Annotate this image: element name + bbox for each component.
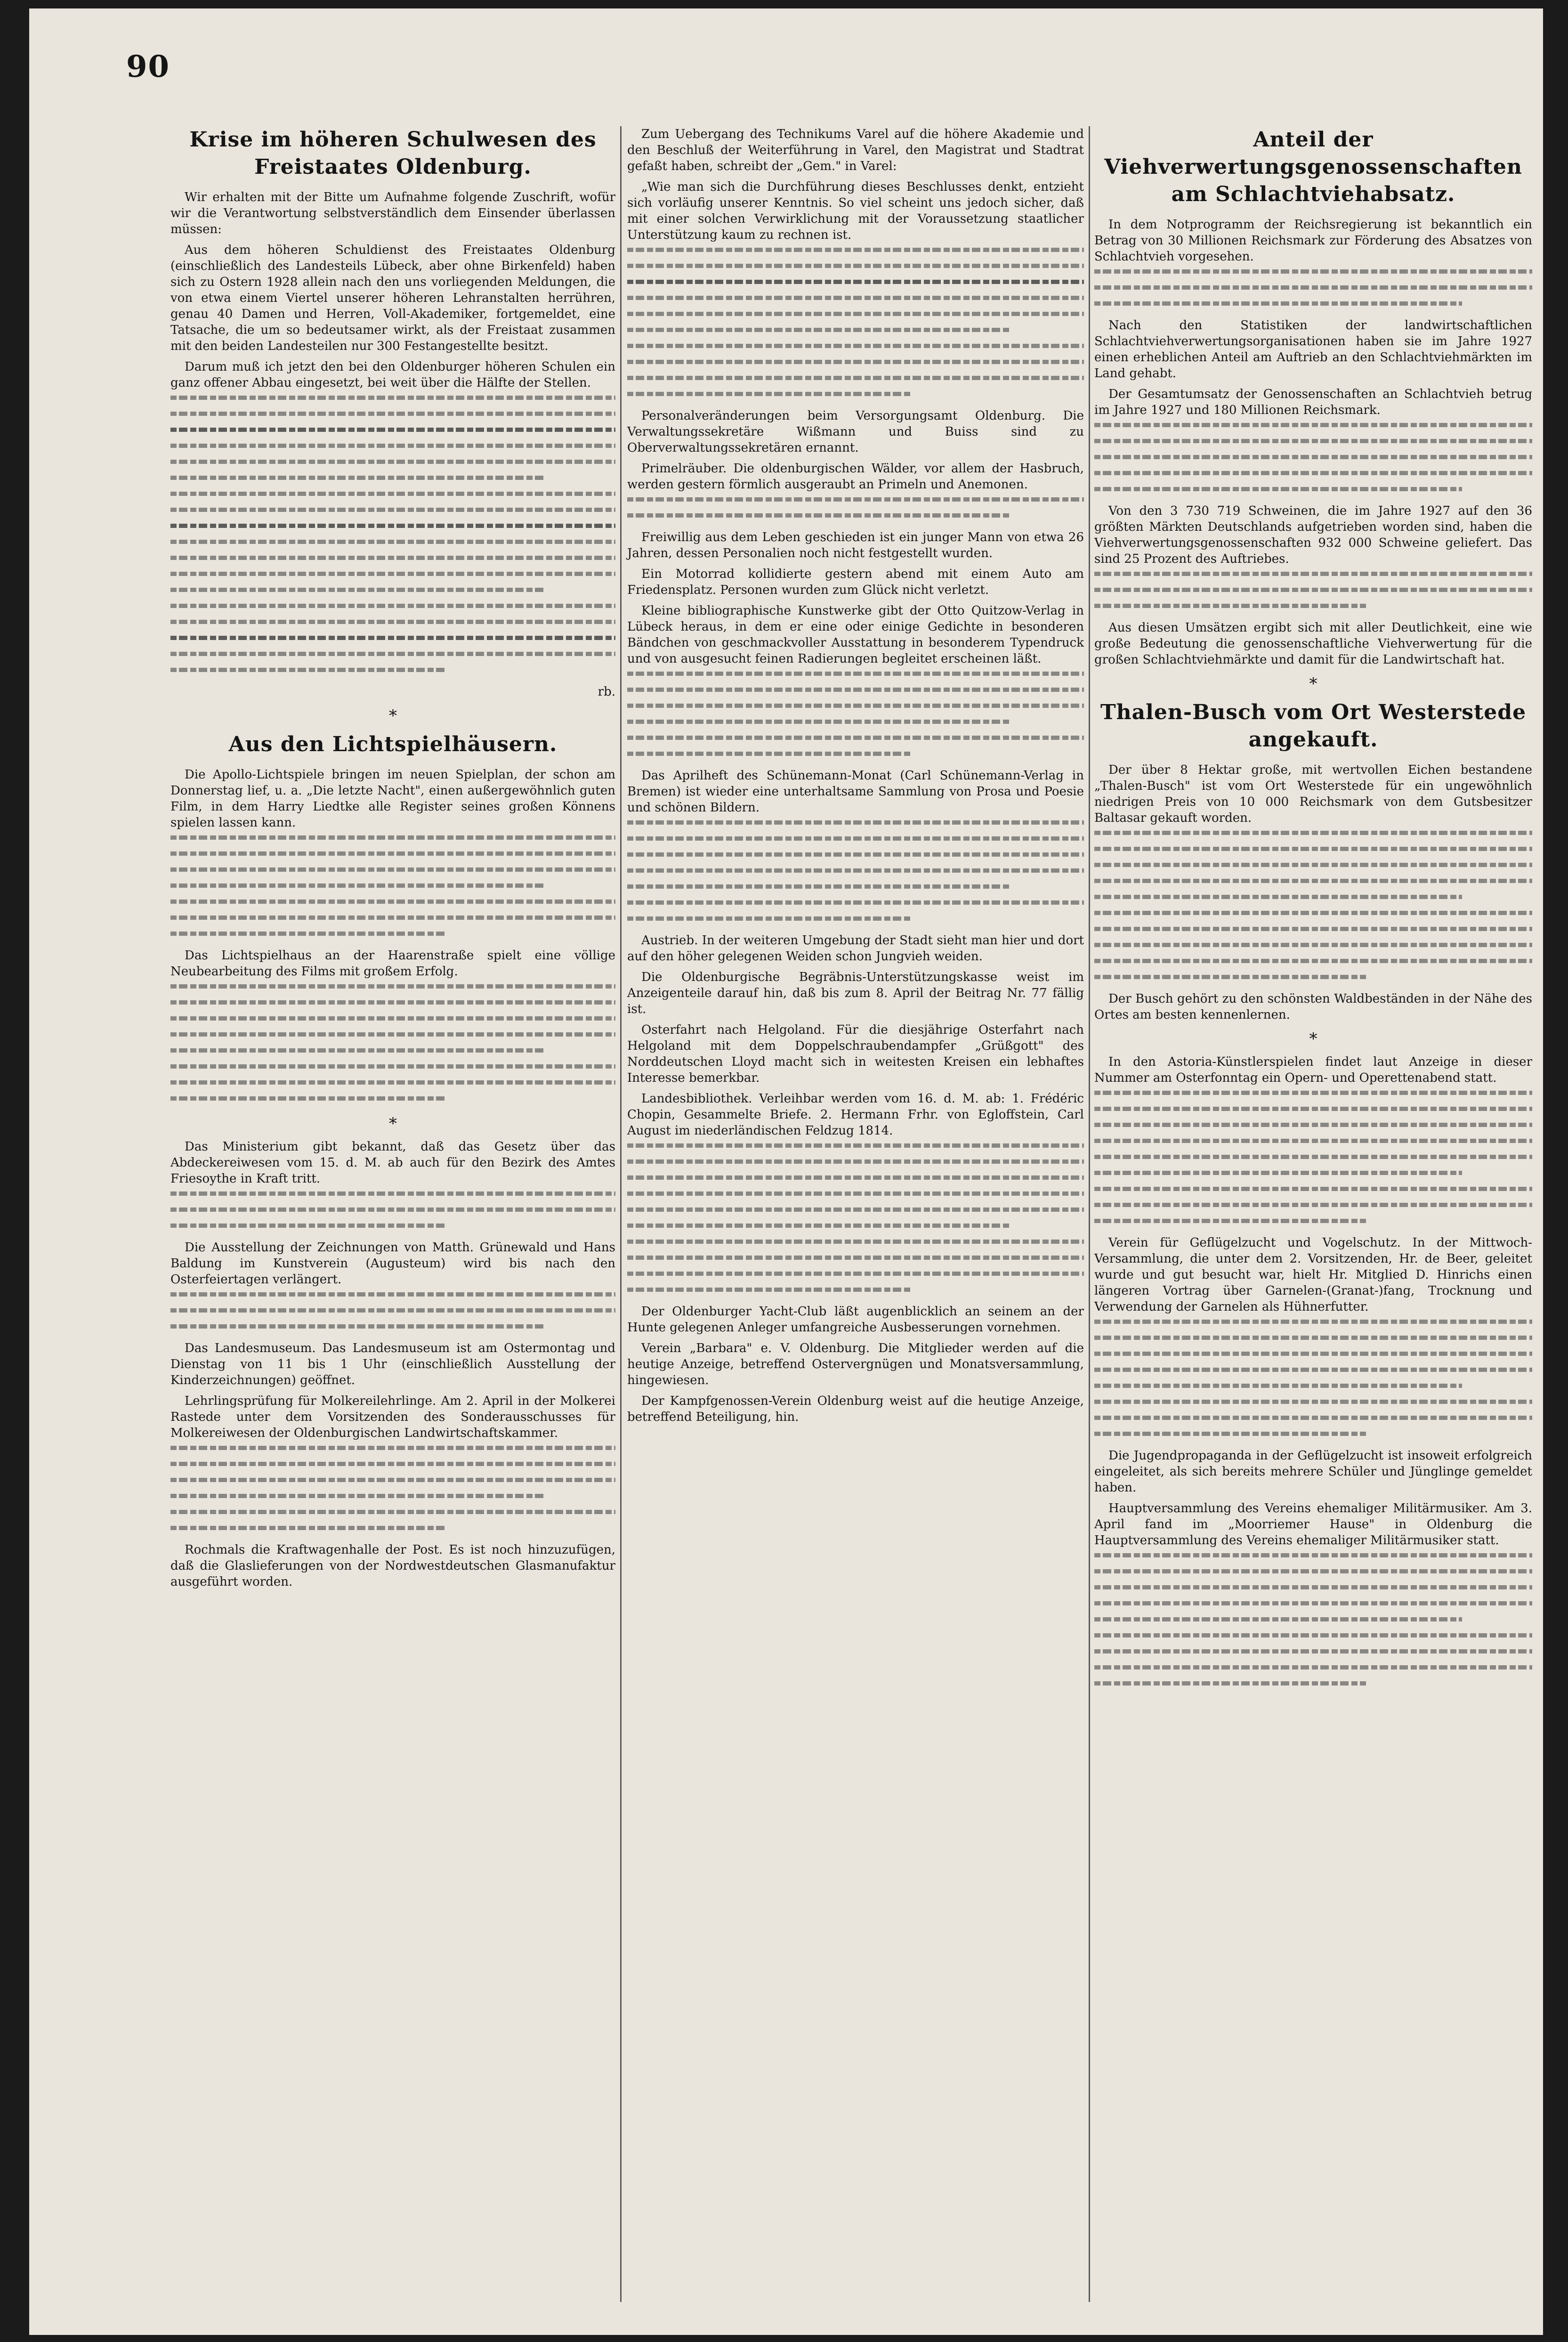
article-paragraph: Kleine bibliographische Kunstwerke gibt der Otto Quitzow-Verlag in Lübeck heraus, in dem er eine oder einige Gedichte in besonderen Bändchen von geschmackvoller Ausstattung in besonderem Typendruck und von ausgesucht feinen Radierungen begleitet erscheinen läßt. [627, 604, 1084, 666]
text-lines [170, 1446, 615, 1530]
column-2 [627, 126, 1084, 1430]
article-paragraph: Der Kampfgenossen-Verein Oldenburg weist auf die heutige Anzeige, betreffend Beteiligung, hin. [627, 1394, 1084, 1424]
article-paragraph: Die Oldenburgische Begräbnis-Unterstützungskasse weist im Anzeigenteile darauf hin, daß bis zum 8. April der Beitrag Nr. 77 fällig ist. [627, 970, 1084, 1016]
article-paragraph: „Wie man sich die Durchführung dieses Beschlusses denkt, entzieht sich vorläufig unserer Kenntnis. So viel scheint uns jedoch sicher, daß mit einer solchen Verwirklichung mit der Voraussetzung staatlicher Unterstützung kaum zu rechnen ist. [627, 180, 1084, 242]
text-lines [170, 984, 615, 1101]
article-paragraph: Austrieb. In der weiteren Umgebung der Stadt sieht man hier und dort auf den höher gelegenen Weiden schon Jungvieh weiden. [627, 933, 1084, 964]
page-number: 90 [126, 49, 170, 84]
article-paragraph: Die Apollo-Lichtspiele bringen im neuen Spielplan, der schon am Donnerstag lief, u. a. „Die letzte Nacht", einen außergewöhnlich guten Film, in dem Harry Liedtke alle Register seines großen Könnens spielen lassen kann. [170, 768, 615, 830]
article-paragraph: In dem Notprogramm der Reichsregierung ist bekanntlich ein Betrag von 30 Millionen Reichsmark zur Förderung des Absatzes von Schlachtvieh vorgesehen. [1094, 218, 1532, 264]
article-paragraph: Das Lichtspielhaus an der Haarenstraße spielt eine völlige Neubearbeitung des Films mit großem Erfolg. [170, 948, 615, 979]
article-paragraph: Personalveränderungen beim Versorgungsamt Oldenburg. Die Verwaltungssekretäre Wißmann und Buiss sind zu Oberverwaltungssekretären ernannt. [627, 409, 1084, 455]
article-headline: Krise im höheren Schulwesen des Freistaates Oldenburg. [189, 128, 597, 179]
text-lines [170, 396, 615, 672]
text-lines [627, 820, 1084, 921]
article-paragraph: Zum Uebergang des Technikums Varel auf die höhere Akademie und den Beschluß der Weiterführung in Varel, den Magistrat und Stadtrat gefaßt haben, schreibt der „Gem." in Varel: [627, 127, 1084, 173]
article-paragraph: Der Oldenburger Yacht-Club läßt augenblicklich an seinem an der Hunte gelegenen Anleger umfangreiche Ausbesserungen vornehmen. [627, 1305, 1084, 1335]
separator-asterisk: * [1309, 674, 1317, 693]
article-paragraph: Darum muß ich jetzt den bei den Oldenburger höheren Schulen ein ganz offener Abbau eingesetzt, bei weit über die Hälfte der Stellen. [170, 360, 615, 390]
article-paragraph: Ein Motorrad kollidierte gestern abend mit einem Auto am Friedensplatz. Personen wurden zum Glück nicht verletzt. [627, 567, 1084, 597]
column-divider [1089, 126, 1090, 2302]
article-paragraph: Landesbibliothek. Verleihbar werden vom 16. d. M. ab: 1. Frédéric Chopin, Gesammelte Briefe. 2. Hermann Frhr. von Egloffstein, Carl August im niederländischen Feldzug 1814. [627, 1092, 1084, 1138]
article-headline: Aus den Lichtspielhäusern. [228, 732, 558, 756]
article-paragraph: Nach den Statistiken der landwirtschaftlichen Schlachtviehverwertungsorganisationen haben sie im Jahre 1927 einen erheblichen Anteil am Auftrieb an den Schlachtviehmärkten im Land gehabt. [1094, 318, 1532, 381]
article-paragraph: Der Busch gehört zu den schönsten Waldbeständen in der Nähe des Ortes am besten kennenlernen. [1094, 992, 1532, 1022]
article-paragraph: Das Landesmuseum. Das Landesmuseum ist am Ostermontag und Dienstag von 11 bis 1 Uhr (einschließlich Ausstellung der Kinderzeichnungen) geöffnet. [170, 1341, 615, 1387]
text-lines [1094, 1091, 1532, 1223]
separator-asterisk: * [389, 706, 397, 725]
article-paragraph: Der Gesamtumsatz der Genossenschaften an Schlachtvieh betrug im Jahre 1927 und 180 Millionen Reichsmark. [1094, 387, 1532, 417]
article-headline: Anteil der Viehverwertungsgenossenschaften am Schlachtviehabsatz. [1104, 128, 1522, 206]
article-paragraph: Die Jugendpropaganda in der Geflügelzucht ist insoweit erfolgreich eingeleitet, als sich bereits mehrere Schüler und Jünglinge gemeldet haben. [1094, 1449, 1532, 1495]
text-lines [1094, 572, 1532, 608]
text-lines [627, 1143, 1084, 1292]
article-paragraph: Aus dem höheren Schuldienst des Freistaates Oldenburg (einschließlich des Landesteils Lübeck, aber ohne Birkenfeld) haben sich zu Ostern 1928 allein nach den uns vorliegenden Meldungen, die von etwa einem Viertel unserer höheren Lehranstalten herrühren, genau 40 Damen und Herren, Voll-Akademiker, fortgemeldet, eine Tatsache, die um so bedeutsamer wirkt, als der Freistaat zusammen mit den beiden Landesteilen nur 300 Festangestellte besitzt. [170, 243, 615, 353]
article-paragraph: Verein für Geflügelzucht und Vogelschutz. In der Mittwoch-Versammlung, die unter dem 2. Vorsitzenden, Hr. de Beer, geleitet wurde und gut besucht war, hielt Hr. Mitglied D. Hinrichs einen längeren Vortrag über Garnelen-(Granat-)fang, Trocknung und Verwendung der Garnelen als Hühnerfutter. [1094, 1236, 1532, 1314]
article-paragraph: Hauptversammlung des Vereins ehemaliger Militärmusiker. Am 3. April fand im „Moorriemer Hause" in Oldenburg die Hauptversammlung des Vereins ehemaliger Militärmusiker statt. [1094, 1501, 1532, 1548]
text-lines [627, 248, 1084, 396]
column-divider [620, 126, 622, 2302]
article-paragraph: Wir erhalten mit der Bitte um Aufnahme folgende Zuschrift, wofür wir die Verantwortung selbstverständlich dem Einsender überlassen müssen: [170, 190, 615, 236]
text-lines [627, 497, 1084, 518]
article-paragraph: Freiwillig aus dem Leben geschieden ist ein junger Mann von etwa 26 Jahren, dessen Personalien noch nicht festgestellt wurden. [627, 530, 1084, 560]
article-paragraph: Von den 3 730 719 Schweinen, die im Jahre 1927 auf den 36 größten Märkten Deutschlands aufgetrieben worden sind, haben die Viehverwertungsgenossenschaften 932 000 Schweine geliefert. Das sind 25 Prozent des Auftriebes. [1094, 504, 1532, 566]
text-lines [1094, 1320, 1532, 1436]
text-lines [1094, 831, 1532, 979]
article-paragraph: Das Ministerium gibt bekannt, daß das Gesetz über das Abdeckereiwesen vom 15. d. M. ab auch für den Bezirk des Amtes Friesoythe in Kraft tritt. [170, 1140, 615, 1186]
text-lines [170, 835, 615, 936]
text-lines [1094, 423, 1532, 491]
article-paragraph: Rochmals die Kraftwagenhalle der Post. Es ist noch hinzuzufügen, daß die Glaslieferungen von der Nordwestdeutschen Glasmanufaktur ausgeführt worden. [170, 1543, 615, 1589]
text-lines [170, 1292, 615, 1329]
article-paragraph: Aus diesen Umsätzen ergibt sich mit aller Deutlichkeit, eine wie große Bedeutung die genossenschaftliche Viehverwertung für die großen Schlachtviehmärkte und damit für die Landwirtschaft hat. [1094, 621, 1532, 667]
separator-asterisk: * [1309, 1029, 1317, 1048]
text-lines [627, 672, 1084, 756]
article-paragraph: Osterfahrt nach Helgoland. Für die diesjährige Osterfahrt nach Helgoland mit dem Doppelschraubendampfer „Grüßgott" des Norddeutschen Lloyd macht sich in weitesten Kreisen ein lebhaftes Interesse bemerkbar. [627, 1023, 1084, 1085]
article-paragraph: Primelräuber. Die oldenburgischen Wälder, vor allem der Hasbruch, werden gestern förmlich ausgeraubt an Primeln und Anemonen. [627, 462, 1084, 492]
column-1 [170, 126, 615, 1595]
article-paragraph: Verein „Barbara" e. V. Oldenburg. Die Mitglieder werden auf die heutige Anzeige, betreffend Ostervergnügen und Monatsversammlung, hingewiesen. [627, 1341, 1084, 1387]
column-3 [1094, 126, 1532, 1697]
text-lines [1094, 1553, 1532, 1686]
article-paragraph: Der über 8 Hektar große, mit wertvollen Eichen bestandene „Thalen-Busch" ist vom Ort Westerstede für ein ungewöhnlich niedrigen Preis von 10 000 Reichsmark von dem Gutsbesitzer Baltasar gekauft worden. [1094, 763, 1532, 825]
article-paragraph: Lehrlingsprüfung für Molkereilehrlinge. Am 2. April in der Molkerei Rastede unter dem Vorsitzenden des Sonderausschusses für Molkereiwesen der Oldenburgischen Landwirtschaftskammer. [170, 1394, 615, 1440]
separator-asterisk: * [389, 1114, 397, 1133]
article-paragraph: Das Aprilheft des Schünemann-Monat (Carl Schünemann-Verlag in Bremen) ist wieder eine unterhaltsame Sammlung von Prosa und Poesie und schönen Bildern. [627, 769, 1084, 815]
text-lines [170, 1191, 615, 1228]
article-headline: Thalen-Busch vom Ort Westerstede angekauft. [1100, 700, 1527, 752]
signature: rb. [598, 685, 615, 699]
text-lines [1094, 269, 1532, 306]
article-paragraph: In den Astoria-Künstlerspielen findet laut Anzeige in dieser Nummer am Osterfonntag ein Opern- und Operettenabend statt. [1094, 1055, 1532, 1085]
newspaper-page [29, 8, 1543, 2335]
article-paragraph: Die Ausstellung der Zeichnungen von Matth. Grünewald und Hans Baldung im Kunstverein (Augusteum) wird bis nach den Osterfeiertagen verlängert. [170, 1240, 615, 1287]
